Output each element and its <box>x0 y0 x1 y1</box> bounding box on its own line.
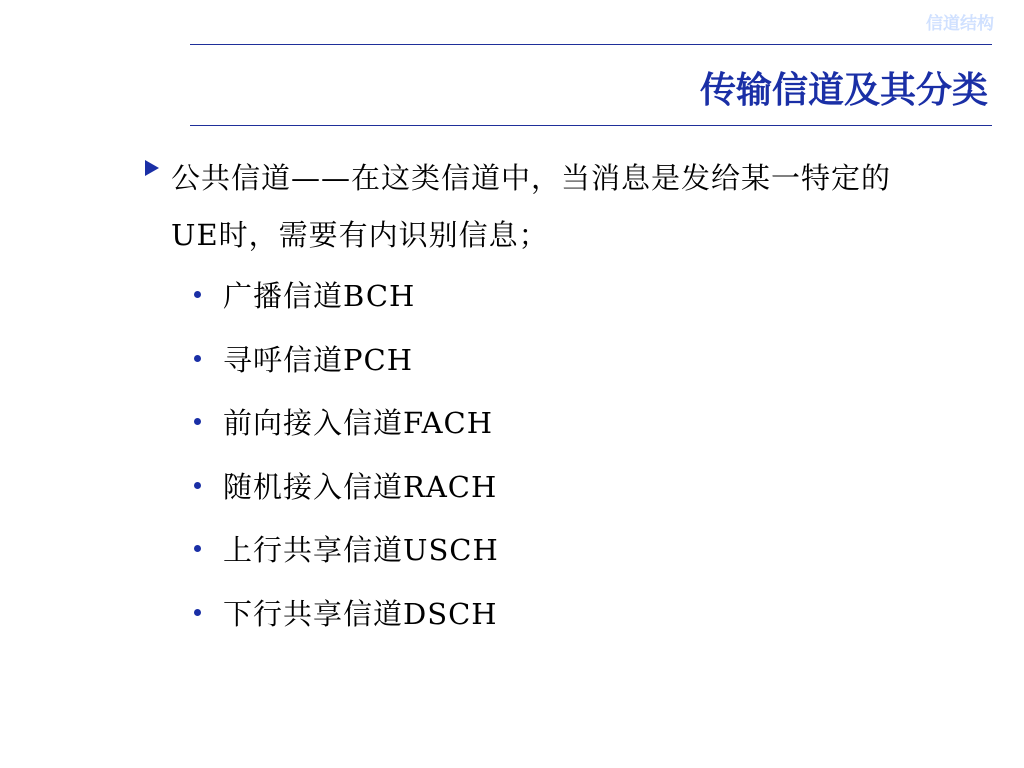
triangle-bullet-icon <box>145 160 159 176</box>
main-bullet <box>145 150 935 264</box>
main-bullet-text: 公共信道——在这类信道中，当消息是发给某一特定的UE时，需要有内识别信息； <box>171 161 892 252</box>
dot-bullet-icon <box>194 418 201 425</box>
section-label: 信道结构 <box>926 14 994 34</box>
list-item <box>190 263 499 327</box>
list-item <box>190 327 499 391</box>
list-item-label: 广播信道BCH <box>223 279 416 314</box>
dot-bullet-icon <box>194 609 201 616</box>
dot-bullet-icon <box>194 545 201 552</box>
top-divider <box>190 44 992 45</box>
channel-list <box>190 263 499 644</box>
dot-bullet-icon <box>194 482 201 489</box>
dot-bullet-icon <box>194 355 201 362</box>
list-item <box>190 581 499 645</box>
list-item-label: 随机接入信道RACH <box>223 469 498 504</box>
slide-title: 传输信道及其分类 <box>699 70 988 111</box>
list-item-label: 下行共享信道DSCH <box>223 596 498 631</box>
list-item-label: 寻呼信道PCH <box>223 342 413 377</box>
list-item <box>190 517 499 581</box>
title-divider <box>190 125 992 126</box>
list-item <box>190 454 499 518</box>
list-item-label: 上行共享信道USCH <box>223 533 499 568</box>
list-item-label: 前向接入信道FACH <box>223 406 494 441</box>
dot-bullet-icon <box>194 291 201 298</box>
list-item <box>190 390 499 454</box>
